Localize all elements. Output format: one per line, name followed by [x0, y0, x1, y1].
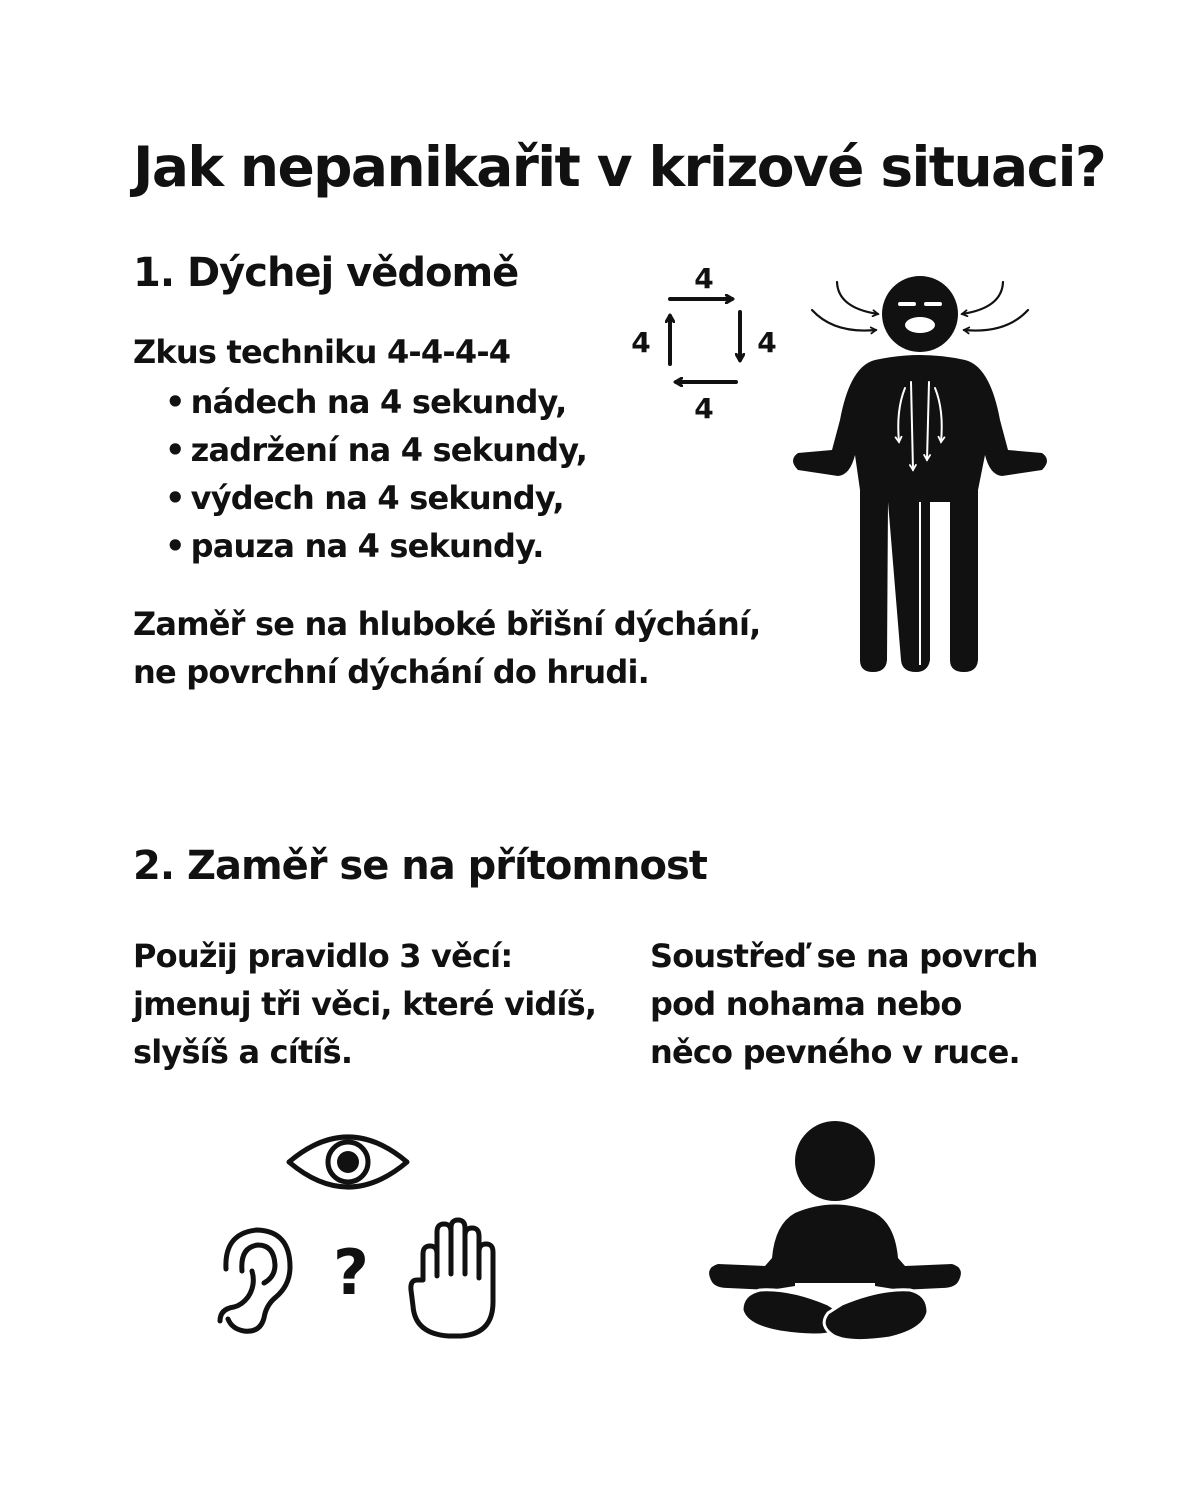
section-1-heading: 1. Dýchej vědomě [133, 250, 519, 296]
note-line: ne povrchní dýchání do hrudi. [133, 653, 650, 691]
breathing-note [133, 600, 760, 696]
hand-icon [405, 1218, 505, 1343]
box-label-bottom: 4 [694, 392, 714, 425]
eye-icon [283, 1130, 413, 1194]
note-line: Zaměř se na hluboké břišní dýchání, [133, 605, 761, 643]
three-things-rule-text [133, 932, 596, 1076]
breathing-person-icon [780, 270, 1060, 690]
meditating-person-icon [700, 1118, 970, 1348]
box-breathing-diagram-icon [628, 258, 788, 428]
box-label-right: 4 [757, 326, 777, 359]
box-label-left: 4 [631, 326, 651, 359]
breathing-steps-list [165, 378, 587, 570]
list-item: • pauza na 4 sekundy. [165, 522, 587, 570]
grounding-text [650, 932, 1038, 1076]
list-item: • zadržení na 4 sekundy, [165, 426, 587, 474]
technique-intro: Zkus techniku 4-4-4-4 [133, 333, 511, 371]
list-item: • výdech na 4 sekundy, [165, 474, 587, 522]
question-mark-icon: ? [333, 1236, 369, 1309]
text-line: slyšíš a cítíš. [133, 1033, 353, 1071]
text-line: něco pevného v ruce. [650, 1033, 1020, 1071]
text-line: jmenuj tři věci, které vidíš, [133, 985, 597, 1023]
list-item: • nádech na 4 sekundy, [165, 378, 587, 426]
text-line: Soustřeď se na povrch [650, 937, 1038, 975]
box-label-top: 4 [694, 262, 714, 295]
text-line: pod nohama nebo [650, 985, 962, 1023]
page-title: Jak nepanikařit v krizové situaci? [133, 135, 1106, 199]
section-2-heading: 2. Zaměř se na přítomnost [133, 843, 707, 889]
text-line: Použij pravidlo 3 věcí: [133, 937, 513, 975]
ear-icon [212, 1223, 302, 1338]
